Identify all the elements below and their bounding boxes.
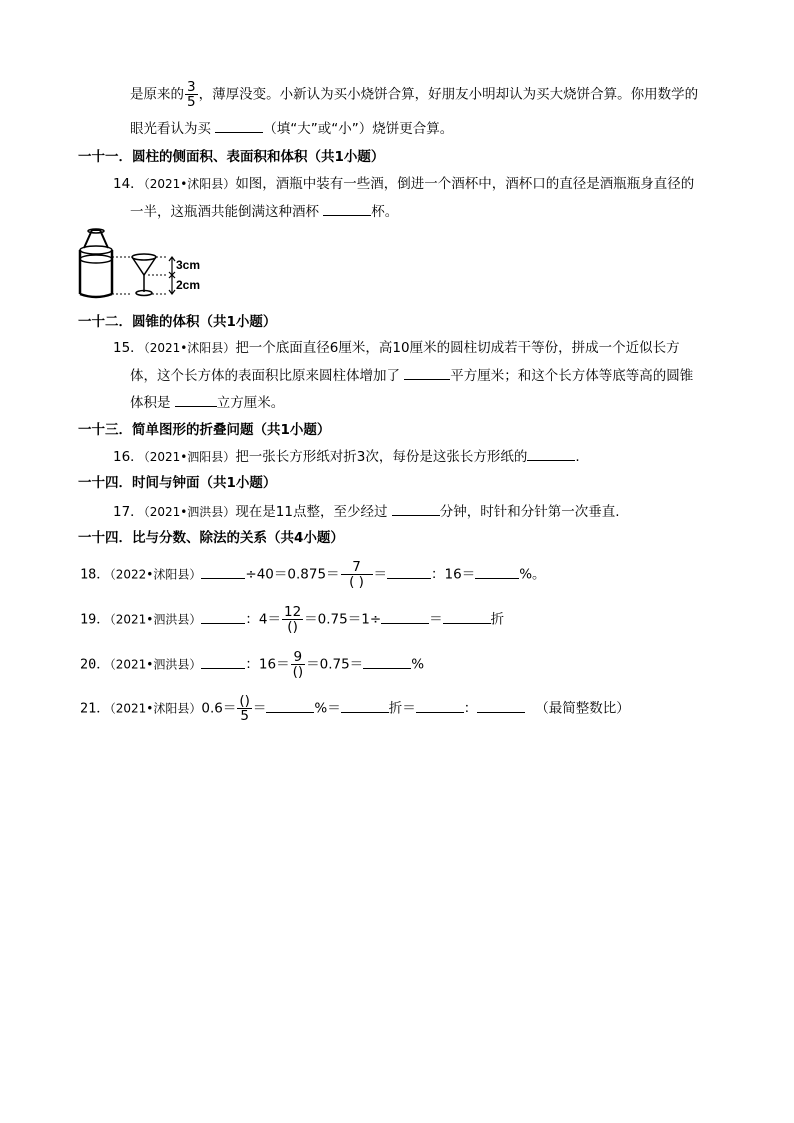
math-text: ：16＝	[245, 656, 290, 673]
answer-blank[interactable]	[215, 118, 263, 133]
question-number: 21．	[80, 700, 110, 717]
fraction	[341, 560, 373, 589]
question-text: 杯。	[371, 204, 399, 220]
source-tag: （2021•沭阳县）	[143, 177, 236, 191]
question-number: 17．	[113, 504, 144, 520]
math-text: ＝0.75＝	[306, 656, 364, 673]
math-text: ：16＝	[431, 566, 476, 583]
answer-blank[interactable]	[201, 609, 245, 624]
continuation-line-2	[130, 118, 453, 139]
denominator: ( )	[341, 574, 373, 589]
answer-blank[interactable]	[175, 392, 217, 407]
question-text: 体积是	[130, 395, 175, 411]
continuation-line-1	[130, 80, 698, 109]
numerator: 12	[283, 604, 302, 620]
section-heading-14-ratio: 一十四．比与分数、除法的关系（共4小题）	[78, 530, 344, 546]
dimension-label-2cm: 2cm	[176, 278, 201, 292]
question-18	[80, 560, 546, 589]
denominator: ()	[282, 619, 303, 634]
text: 眼光看认为买	[130, 121, 216, 137]
question-15-line-3	[130, 392, 284, 413]
math-text: ：4＝	[245, 611, 281, 628]
answer-blank[interactable]	[477, 698, 525, 713]
answer-blank[interactable]	[392, 501, 440, 516]
bottle-glass-figure	[76, 228, 216, 300]
math-text: 折＝	[388, 700, 416, 717]
question-number: 18．	[80, 566, 110, 583]
question-19	[80, 605, 504, 634]
question-14-line-1	[113, 174, 694, 194]
section-heading-14-time: 一十四．时间与钟面（共1小题）	[78, 475, 277, 491]
answer-blank[interactable]	[404, 365, 450, 380]
answer-blank[interactable]	[381, 609, 429, 624]
denominator: 5	[237, 708, 252, 723]
fraction	[291, 650, 306, 679]
question-14-line-2	[130, 201, 398, 222]
source-tag: （2021•泗洪县）	[109, 657, 202, 672]
question-15-line-1	[113, 338, 680, 358]
math-text: ÷40＝0.875＝	[245, 566, 340, 583]
question-number: 19．	[80, 611, 110, 628]
numerator: ()	[239, 693, 250, 709]
math-text: ＝	[429, 611, 443, 628]
source-tag: （2021•泗洪县）	[109, 612, 202, 627]
math-text: ＝	[252, 700, 267, 717]
question-text: 一半，这瓶酒共能倒满这种酒杯	[130, 204, 324, 220]
question-20	[80, 650, 424, 679]
question-text: 平方厘米；和这个长方体等底等高的圆锥	[450, 368, 694, 384]
math-text: ＝0.75＝1÷	[304, 611, 382, 628]
source-tag: （2021•泗阳县）	[143, 450, 236, 464]
question-number: 16．	[113, 449, 144, 465]
answer-blank[interactable]	[416, 698, 464, 713]
question-21	[80, 694, 630, 723]
question-text: 把一个底面直径6厘米，高10厘米的圆柱切成若干等份，拼成一个近似长方	[235, 340, 680, 356]
math-text: %。	[519, 566, 546, 583]
answer-blank[interactable]	[387, 564, 431, 579]
source-tag: （2021•泗洪县）	[143, 505, 236, 519]
text: 是原来的	[130, 86, 184, 103]
question-text: 体，这个长方体的表面积比原来圆柱体增加了	[130, 368, 405, 384]
answer-blank[interactable]	[363, 654, 411, 669]
answer-blank[interactable]	[443, 609, 491, 624]
math-text: ：	[463, 700, 478, 717]
math-text: %＝	[314, 700, 341, 717]
answer-blank[interactable]	[323, 201, 371, 216]
math-text: ＝	[373, 566, 388, 583]
question-text: 如图，酒瓶中装有一些酒，倒进一个酒杯中，酒杯口的直径是酒瓶瓶身直径的	[235, 176, 695, 192]
question-number: 14．	[113, 176, 144, 192]
fraction	[185, 80, 198, 109]
math-text: 0.6＝	[201, 700, 237, 717]
denominator: ()	[292, 664, 304, 680]
text: （填“大”或“小”）烧饼更合算。	[263, 121, 454, 137]
question-number: 20．	[80, 656, 110, 673]
math-text: %	[411, 656, 425, 673]
fraction	[237, 694, 252, 723]
math-text: 折	[490, 611, 505, 628]
fraction	[282, 605, 303, 634]
answer-blank[interactable]	[201, 654, 245, 669]
math-text: （最简整数比）	[535, 700, 630, 717]
answer-blank[interactable]	[266, 698, 314, 713]
answer-blank[interactable]	[475, 564, 519, 579]
source-tag: （2021•沭阳县）	[109, 701, 202, 716]
source-tag: （2021•沭阳县）	[143, 341, 236, 355]
question-text: 把一张长方形纸对折3次，每份是这张长方形纸的	[235, 449, 528, 465]
answer-blank[interactable]	[527, 446, 575, 461]
question-text: 分钟，时针和分针第一次垂直.	[439, 504, 620, 520]
question-17	[113, 501, 620, 522]
text: ，薄厚没变。小新认为买小烧饼合算，好朋友小明却认为买大烧饼合算。你用数学的	[198, 86, 699, 103]
question-15-line-2	[130, 365, 693, 386]
question-number: 15．	[113, 340, 144, 356]
answer-blank[interactable]	[341, 698, 389, 713]
question-text: 现在是11点整，至少经过	[235, 504, 392, 520]
section-heading-12: 一十二．圆锥的体积（共1小题）	[78, 314, 277, 330]
answer-blank[interactable]	[201, 564, 245, 579]
question-text: .	[575, 449, 580, 465]
numerator: 9	[293, 649, 303, 665]
numerator: 3	[187, 79, 196, 95]
section-heading-13: 一十三．简单图形的折叠问题（共1小题）	[78, 422, 331, 438]
denominator: 5	[187, 94, 196, 110]
dimension-label-3cm: 3cm	[176, 258, 201, 272]
section-heading-11: 一十一．圆柱的侧面积、表面积和体积（共1小题）	[78, 149, 385, 165]
question-text: 立方厘米。	[216, 395, 285, 411]
numerator: 7	[352, 559, 361, 575]
question-16	[113, 446, 580, 467]
source-tag: （2022•沭阳县）	[109, 567, 202, 582]
